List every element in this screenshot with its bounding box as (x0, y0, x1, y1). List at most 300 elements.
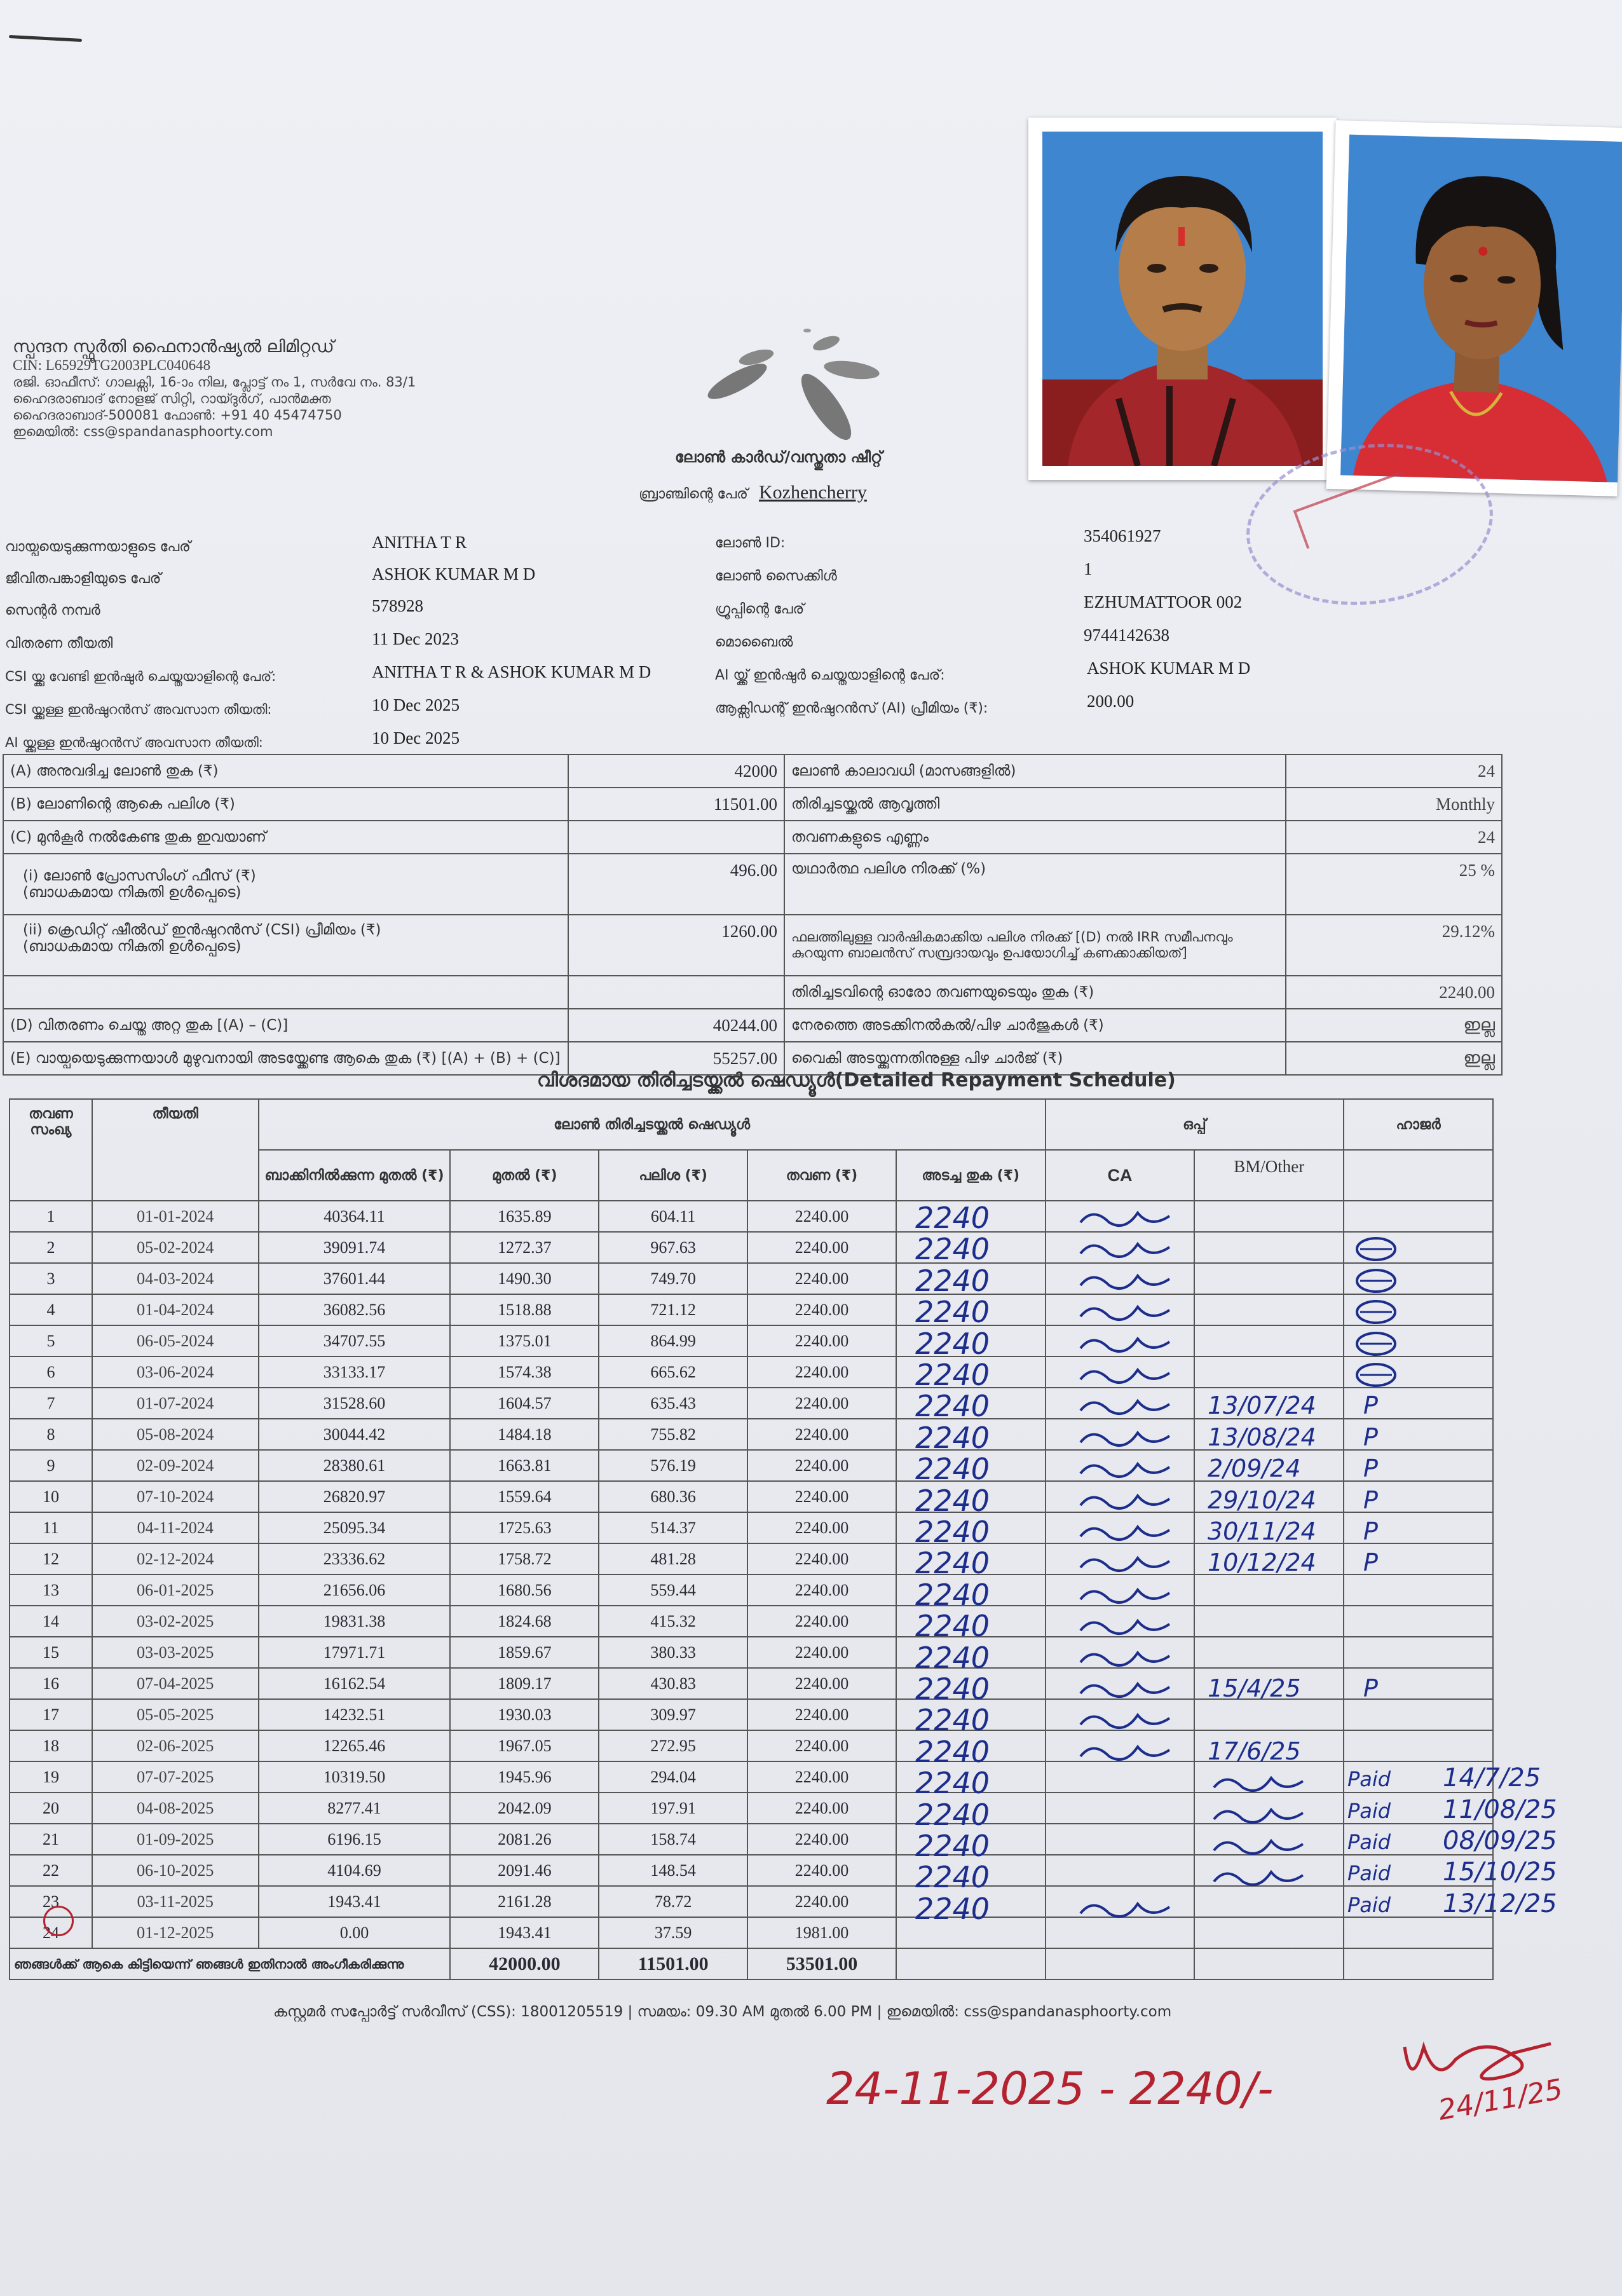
installment-amount: 2240.00 (747, 1263, 896, 1294)
installment-amount: 2240.00 (747, 1481, 896, 1512)
installment-date: 03-02-2025 (92, 1606, 259, 1637)
interest: 481.28 (599, 1543, 747, 1575)
attendance-scribble (1351, 1234, 1401, 1264)
installment-date: 02-12-2024 (92, 1543, 259, 1575)
principal: 1725.63 (450, 1512, 599, 1543)
field-value: 10 Dec 2025 (372, 695, 460, 714)
schedule-row (10, 1263, 1493, 1294)
summary-value: 55257.00 (568, 1042, 784, 1075)
attendance-cell (1344, 1917, 1493, 1948)
field-label: വായ്പയെടുക്കുന്നയാളുടെ പേര് (5, 539, 191, 555)
summary-right-value: ഇല്ല (1286, 1009, 1502, 1042)
company-address-2: ഹൈദരാബാദ് നോളജ് സിറ്റി, റായ്ദുർഗ്, പാൻമക്ത (13, 391, 331, 406)
summary-row (3, 1009, 1502, 1042)
handwritten-paid-amount: 2240 (915, 1263, 990, 1298)
col-header-group: ലോൺ തിരിച്ചടയ്ക്കൽ ഷെഡ്യൂൾ (259, 1099, 1046, 1150)
loan-summary-table (3, 754, 1503, 1076)
schedule-row (10, 1325, 1493, 1356)
installment-amount: 2240.00 (747, 1699, 896, 1730)
balance-principal: 28380.61 (259, 1450, 451, 1481)
summary-label: (E) വായ്പയെടുക്കുന്നയാൾ മുഴുവനായി അടയ്ക്കേണ്ട ആകെ തുക (₹) [(A) + (B) + (C)] (3, 1042, 568, 1075)
installment-date: 01-09-2025 (92, 1824, 259, 1855)
attendance-scribble (1351, 1266, 1401, 1295)
installment-no: 23 (10, 1886, 92, 1917)
signature-scribble (1074, 1548, 1189, 1578)
schedule-total-row (10, 1948, 1493, 1979)
bm-sign-cell (1194, 1575, 1344, 1606)
interest: 197.91 (599, 1793, 747, 1824)
signature-scribble (1074, 1611, 1189, 1641)
ca-sign-cell (1046, 1855, 1195, 1886)
branch-label: ബ്രാഞ്ചിന്റെ പേര് (639, 486, 748, 502)
customer-support-footer: കസ്റ്റമർ സപ്പോർട്ട് സർവീസ് (CSS): 18001205519 | സമയം: 09.30 AM മുതൽ 6.00 PM | ഇമെയിൽ: css@spandanasphoorty.com (273, 2004, 1172, 2020)
installment-no: 24 (10, 1917, 92, 1948)
handwritten-paid-date: 15/10/25 (1443, 1857, 1557, 1887)
bm-sign-cell (1194, 1294, 1344, 1325)
summary-label: (C) മുൻകൂർ നൽകേണ്ട തുക ഇവയാണ് (3, 821, 568, 854)
field-value: EZHUMATTOOR 002 (1084, 592, 1243, 612)
installment-no: 21 (10, 1824, 92, 1855)
handwritten-paid-amount: 2240 (915, 1201, 990, 1235)
summary-value: 40244.00 (568, 1009, 784, 1042)
col-header-attendance: ഹാജർ (1344, 1099, 1493, 1150)
bm-sign-cell (1194, 1325, 1344, 1356)
principal: 2091.46 (450, 1855, 599, 1886)
field-value: 11 Dec 2023 (372, 629, 459, 648)
attendance-scribble (1351, 1360, 1401, 1390)
field-label: മൊബൈൽ (715, 634, 793, 650)
handwritten-paid-amount: 2240 (915, 1483, 990, 1518)
summary-value: 11501.00 (568, 788, 784, 821)
handwritten-paid-amount: 2240 (915, 1232, 990, 1267)
summary-right-value: ഇല്ല (1286, 1042, 1502, 1075)
installment-amount: 2240.00 (747, 1575, 896, 1606)
summary-right-value: 29.12% (1286, 915, 1502, 976)
handwritten-paid-amount: 2240 (915, 1389, 990, 1424)
handwritten-paid-amount: 2240 (915, 1891, 990, 1926)
field-value: ASHOK KUMAR M D (1087, 659, 1251, 678)
summary-value: 42000 (568, 755, 784, 788)
installment-amount: 2240.00 (747, 1855, 896, 1886)
installment-date: 01-01-2024 (92, 1201, 259, 1232)
installment-date: 02-06-2025 (92, 1730, 259, 1761)
handwritten-paid-amount: 2240 (915, 1515, 990, 1549)
handwritten-paid-amount: 2240 (915, 1734, 990, 1769)
handwritten-bm-date: 13/07/24 (1208, 1391, 1316, 1420)
company-email: ഇമെയിൽ: css@spandanasphoorty.com (13, 424, 273, 439)
installment-amount: 2240.00 (747, 1824, 896, 1855)
signature-scribble (1074, 1266, 1189, 1295)
installment-amount: 2240.00 (747, 1201, 896, 1232)
interest: 635.43 (599, 1388, 747, 1419)
signature-scribble (1074, 1580, 1189, 1609)
signature-scribble (1074, 1674, 1189, 1704)
company-header (13, 337, 445, 440)
handwritten-paid-word: Paid (1347, 1798, 1391, 1823)
handwritten-paid-amount: 2240 (915, 1326, 990, 1361)
principal: 2081.26 (450, 1824, 599, 1855)
installment-date: 07-07-2025 (92, 1761, 259, 1793)
interest: 721.12 (599, 1294, 747, 1325)
field-label: ലോൺ സൈക്കിൾ (715, 568, 837, 584)
interest: 78.72 (599, 1886, 747, 1917)
balance-principal: 4104.69 (259, 1855, 451, 1886)
signature-scribble (1074, 1486, 1189, 1515)
installment-no: 11 (10, 1512, 92, 1543)
handwritten-attendance: P (1363, 1454, 1378, 1483)
schedule-title: വിശദമായ തിരിച്ചടയ്ക്കൽ ഷെഡ്യൂൾ(Detailed Repayment Schedule) (537, 1069, 1176, 1091)
summary-right-label: നേരത്തെ അടക്കിനൽകൽ/പിഴ ചാർജുകൾ (₹) (784, 1009, 1286, 1042)
installment-amount: 2240.00 (747, 1606, 896, 1637)
signature-scribble (1074, 1423, 1189, 1452)
handwritten-paid-word: Paid (1347, 1892, 1391, 1917)
col-header-bm: BM/Other (1194, 1150, 1344, 1201)
interest: 272.95 (599, 1730, 747, 1761)
installment-no: 6 (10, 1356, 92, 1388)
installment-amount: 2240.00 (747, 1356, 896, 1388)
handwritten-attendance: P (1363, 1548, 1378, 1577)
interest: 665.62 (599, 1356, 747, 1388)
signature-scribble (1208, 1768, 1322, 1798)
handwritten-bm-date: 15/4/25 (1208, 1674, 1301, 1702)
attendance-cell (1344, 1730, 1493, 1761)
interest: 309.97 (599, 1699, 747, 1730)
installment-no: 19 (10, 1761, 92, 1793)
balance-principal: 21656.06 (259, 1575, 451, 1606)
interest: 514.37 (599, 1512, 747, 1543)
pen-mark (9, 35, 82, 42)
balance-principal: 16162.54 (259, 1668, 451, 1699)
principal: 1518.88 (450, 1294, 599, 1325)
installment-date: 03-11-2025 (92, 1886, 259, 1917)
summary-right-value: 24 (1286, 821, 1502, 854)
field-label: CSI യ്ക്കുള്ള ഇൻഷുറൻസ് അവസാന തീയതി: (5, 702, 272, 717)
interest: 864.99 (599, 1325, 747, 1356)
summary-right-label: തിരിച്ചടവിന്റെ ഓരോ തവണയുടെയും തുക (₹) (784, 976, 1286, 1009)
installment-amount: 2240.00 (747, 1886, 896, 1917)
spouse-photo (1326, 120, 1622, 496)
handwritten-paid-word: Paid (1347, 1767, 1391, 1792)
handwritten-paid-amount: 2240 (915, 1640, 990, 1675)
summary-value (568, 821, 784, 854)
handwritten-paid-amount: 2240 (915, 1452, 990, 1487)
field-label: ആക്സിഡന്റ് ഇൻഷുറൻസ് (AI) പ്രീമിയം (₹): (715, 700, 988, 716)
installment-date: 07-04-2025 (92, 1668, 259, 1699)
balance-principal: 14232.51 (259, 1699, 451, 1730)
handwritten-bm-date: 13/08/24 (1208, 1423, 1316, 1451)
summary-value: 1260.00 (568, 915, 784, 976)
handwritten-paid-amount: 2240 (915, 1295, 990, 1330)
company-name: സ്പന്ദന സ്ഫൂർതി ഫൈനാൻഷ്യൽ ലിമിറ്റഡ് (13, 337, 334, 357)
schedule-row (10, 1637, 1493, 1668)
signature-scribble (1074, 1454, 1189, 1484)
col-header-interest: പലിശ (₹) (599, 1150, 747, 1201)
balance-principal: 37601.44 (259, 1263, 451, 1294)
installment-no: 4 (10, 1294, 92, 1325)
installment-date: 02-09-2024 (92, 1450, 259, 1481)
field-value: ASHOK KUMAR M D (372, 564, 536, 584)
bm-sign-cell (1194, 1606, 1344, 1637)
principal: 1930.03 (450, 1699, 599, 1730)
balance-principal: 6196.15 (259, 1824, 451, 1855)
balance-principal: 10319.50 (259, 1761, 451, 1793)
col-header-ca: CA (1046, 1150, 1195, 1201)
attendance-cell (1344, 1637, 1493, 1668)
bm-sign-cell (1194, 1356, 1344, 1388)
field-value: ANITHA T R & ASHOK KUMAR M D (372, 662, 651, 681)
branch-value: Kozhencherry (758, 482, 867, 503)
summary-row (3, 854, 1502, 915)
installment-date: 04-11-2024 (92, 1512, 259, 1543)
attendance-scribble (1351, 1297, 1401, 1327)
installment-date: 05-02-2024 (92, 1232, 259, 1263)
principal: 1859.67 (450, 1637, 599, 1668)
bm-sign-cell (1194, 1263, 1344, 1294)
installment-date: 05-08-2024 (92, 1419, 259, 1450)
handwritten-payment-note: 24-11-2025 - 2240/- (826, 2063, 1274, 2115)
signature-scribble (1074, 1894, 1189, 1924)
principal: 1484.18 (450, 1419, 599, 1450)
empty-cell (1046, 1948, 1195, 1979)
interest: 755.82 (599, 1419, 747, 1450)
field-value: 200.00 (1087, 692, 1135, 711)
balance-principal: 19831.38 (259, 1606, 451, 1637)
handwritten-bm-date: 29/10/24 (1208, 1486, 1316, 1514)
interest: 415.32 (599, 1606, 747, 1637)
installment-amount: 2240.00 (747, 1419, 896, 1450)
company-address-1: രജി. ഓഫീസ്: ഗാലക്സി, 16-ാം നില, പ്ലോട്ട് നം 1, സർവേ നം. 83/1 (13, 374, 416, 390)
principal: 1490.30 (450, 1263, 599, 1294)
principal: 1635.89 (450, 1201, 599, 1232)
col-header-attendance-sub (1344, 1150, 1493, 1201)
installment-no: 12 (10, 1543, 92, 1575)
signature-scribble (1074, 1297, 1189, 1327)
installment-no: 7 (10, 1388, 92, 1419)
handwritten-bm-date: 2/09/24 (1208, 1454, 1301, 1483)
interest: 148.54 (599, 1855, 747, 1886)
interest: 294.04 (599, 1761, 747, 1793)
signature-scribble (1074, 1705, 1189, 1735)
total-label: ഞങ്ങൾക്ക് ആകെ കിട്ടിയെന്ന് ഞങ്ങൾ ഇതിനാൽ അംഗീകരിക്കുന്നു (10, 1948, 450, 1979)
field-value: 1 (1084, 559, 1093, 578)
signature-scribble (1074, 1737, 1189, 1766)
summary-label (3, 976, 568, 1009)
signature-scribble (1074, 1360, 1189, 1390)
summary-row (3, 915, 1502, 976)
summary-right-label: യഥാർത്ഥ പലിശ നിരക്ക് (%) (784, 854, 1286, 915)
installment-date: 03-06-2024 (92, 1356, 259, 1388)
bm-sign-cell (1194, 1232, 1344, 1263)
summary-right-label: വൈകി അടയ്ക്കുന്നതിനുള്ള പിഴ ചാർജ് (₹) (784, 1042, 1286, 1075)
summary-row (3, 976, 1502, 1009)
signature-scribble (1208, 1831, 1322, 1861)
summary-label: (B) ലോണിന്റെ ആകെ പലിശ (₹) (3, 788, 568, 821)
installment-no: 9 (10, 1450, 92, 1481)
company-logo (699, 318, 903, 451)
col-header-no: തവണ സംഖ്യ (10, 1099, 92, 1201)
interest: 37.59 (599, 1917, 747, 1948)
balance-principal: 39091.74 (259, 1232, 451, 1263)
summary-row (3, 788, 1502, 821)
signature-scribble (1074, 1643, 1189, 1672)
handwritten-paid-date: 14/7/25 (1443, 1763, 1541, 1793)
summary-right-value: Monthly (1286, 788, 1502, 821)
summary-right-label: തവണകളുടെ എണ്ണം (784, 821, 1286, 854)
principal: 1809.17 (450, 1668, 599, 1699)
schedule-row (10, 1606, 1493, 1637)
principal: 1604.57 (450, 1388, 599, 1419)
empty-cell (1194, 1948, 1344, 1979)
field-label: സെന്റർ നമ്പർ (5, 603, 100, 618)
handwritten-paid-word: Paid (1347, 1830, 1391, 1854)
interest: 559.44 (599, 1575, 747, 1606)
installment-no: 8 (10, 1419, 92, 1450)
installment-amount: 2240.00 (747, 1543, 896, 1575)
schedule-row (10, 1356, 1493, 1388)
col-header-installment: തവണ (₹) (747, 1150, 896, 1201)
installment-date: 04-08-2025 (92, 1793, 259, 1824)
installment-date: 06-01-2025 (92, 1575, 259, 1606)
ca-sign-cell (1046, 1793, 1195, 1824)
handwritten-paid-amount: 2240 (915, 1797, 990, 1832)
installment-amount: 2240.00 (747, 1761, 896, 1793)
installment-amount: 2240.00 (747, 1450, 896, 1481)
field-value: 354061927 (1084, 526, 1161, 545)
handwritten-attendance: P (1363, 1486, 1378, 1514)
installment-date: 03-03-2025 (92, 1637, 259, 1668)
installment-amount: 2240.00 (747, 1388, 896, 1419)
installment-no: 17 (10, 1699, 92, 1730)
installment-amount: 2240.00 (747, 1294, 896, 1325)
installment-no: 14 (10, 1606, 92, 1637)
handwritten-attendance: P (1363, 1391, 1378, 1420)
installment-no: 15 (10, 1637, 92, 1668)
principal: 1272.37 (450, 1232, 599, 1263)
balance-principal: 0.00 (259, 1917, 451, 1948)
col-header-sign: ഒപ്പ് (1046, 1099, 1344, 1150)
interest: 576.19 (599, 1450, 747, 1481)
attendance-cell (1344, 1606, 1493, 1637)
installment-date: 01-04-2024 (92, 1294, 259, 1325)
balance-principal: 8277.41 (259, 1793, 451, 1824)
company-address-3: ഹൈദരാബാദ്-500081 ഫോൺ: +91 40 45474750 (13, 407, 342, 423)
summary-label: (i) ലോൺ പ്രോസസിംഗ് ഫീസ് (₹) (ബാധകമായ നികുതി ഉൾപ്പെടെ) (3, 854, 568, 915)
installment-date: 06-05-2024 (92, 1325, 259, 1356)
field-label: CSI യ്ക്കു വേണ്ടി ഇൻഷുർ ചെയ്തയാളിന്റെ പേര്: (5, 669, 276, 684)
handwritten-paid-amount: 2240 (915, 1358, 990, 1392)
handwritten-paid-amount: 2240 (915, 1420, 990, 1455)
field-label: ജീവിതപങ്കാളിയുടെ പേര് (5, 571, 161, 587)
handwritten-paid-amount: 2240 (915, 1860, 990, 1895)
circle-mark (43, 1906, 74, 1936)
summary-value (568, 976, 784, 1009)
attendance-cell (1344, 1699, 1493, 1730)
installment-date: 05-05-2025 (92, 1699, 259, 1730)
handwritten-bm-date: 17/6/25 (1208, 1737, 1301, 1765)
summary-row (3, 755, 1502, 788)
handwritten-bm-date: 30/11/24 (1208, 1517, 1316, 1545)
signature-scribble (1074, 1517, 1189, 1547)
installment-amount: 2240.00 (747, 1325, 896, 1356)
handwritten-attendance: P (1363, 1517, 1378, 1545)
balance-principal: 40364.11 (259, 1201, 451, 1232)
handwritten-attendance: P (1363, 1674, 1378, 1702)
installment-date: 07-10-2024 (92, 1481, 259, 1512)
handwritten-paid-date: 13/12/25 (1443, 1889, 1557, 1918)
principal: 1559.64 (450, 1481, 599, 1512)
attendance-cell (1344, 1575, 1493, 1606)
handwritten-paid-date: 11/08/25 (1443, 1794, 1557, 1824)
balance-principal: 1943.41 (259, 1886, 451, 1917)
total-installment: 53501.00 (747, 1948, 896, 1979)
field-value: 578928 (372, 596, 423, 615)
bm-sign-cell (1194, 1201, 1344, 1232)
installment-no: 10 (10, 1481, 92, 1512)
installment-no: 20 (10, 1793, 92, 1824)
handwritten-paid-amount: 2240 (915, 1546, 990, 1581)
installment-no: 1 (10, 1201, 92, 1232)
total-principal: 42000.00 (450, 1948, 599, 1979)
balance-principal: 25095.34 (259, 1512, 451, 1543)
attendance-scribble (1351, 1329, 1401, 1358)
balance-principal: 33133.17 (259, 1356, 451, 1388)
bm-sign-cell (1194, 1637, 1344, 1668)
summary-label: (ii) ക്രെഡിറ്റ് ഷീൽഡ് ഇൻഷുറൻസ് (CSI) പ്രീമിയം (₹) (ബാധകമായ നികുതി ഉൾപ്പെടെ) (3, 915, 568, 976)
principal: 1680.56 (450, 1575, 599, 1606)
empty-cell (896, 1948, 1046, 1979)
balance-principal: 30044.42 (259, 1419, 451, 1450)
handwritten-bm-date: 10/12/24 (1208, 1548, 1316, 1577)
bm-sign-cell (1194, 1917, 1344, 1948)
installment-no: 18 (10, 1730, 92, 1761)
principal: 1375.01 (450, 1325, 599, 1356)
branch-line (639, 482, 867, 503)
signature-scribble (1074, 1391, 1189, 1421)
interest: 604.11 (599, 1201, 747, 1232)
field-label: AI യ്ക്കുള്ള ഇൻഷുറൻസ് അവസാന തീയതി: (5, 735, 263, 750)
installment-no: 13 (10, 1575, 92, 1606)
summary-right-value: 25 % (1286, 854, 1502, 915)
schedule-row (10, 1575, 1493, 1606)
balance-principal: 23336.62 (259, 1543, 451, 1575)
summary-value: 496.00 (568, 854, 784, 915)
empty-cell (1344, 1948, 1493, 1979)
field-label: AI യ്ക്ക് ഇൻഷുർ ചെയ്തയാളിന്റെ പേര്: (715, 667, 945, 683)
summary-row (3, 821, 1502, 854)
field-value: 9744142638 (1084, 625, 1169, 645)
signature-scribble (1074, 1329, 1189, 1358)
principal: 1943.41 (450, 1917, 599, 1948)
schedule-row (10, 1201, 1493, 1232)
schedule-row (10, 1917, 1493, 1948)
balance-principal: 26820.97 (259, 1481, 451, 1512)
installment-no: 22 (10, 1855, 92, 1886)
installment-amount: 1981.00 (747, 1917, 896, 1948)
installment-amount: 2240.00 (747, 1512, 896, 1543)
schedule-row (10, 1294, 1493, 1325)
col-header-paid: അടച്ച തുക (₹) (896, 1150, 1046, 1201)
installment-no: 3 (10, 1263, 92, 1294)
schedule-row (10, 1232, 1493, 1263)
installment-no: 5 (10, 1325, 92, 1356)
field-label: വിതരണ തീയതി (5, 636, 113, 652)
principal: 1967.05 (450, 1730, 599, 1761)
summary-right-label: ലോൺ കാലാവധി (മാസങ്ങളിൽ) (784, 755, 1286, 788)
signature-scribble (1074, 1203, 1189, 1233)
field-value: 10 Dec 2025 (372, 728, 460, 748)
installment-no: 16 (10, 1668, 92, 1699)
principal: 1663.81 (450, 1450, 599, 1481)
